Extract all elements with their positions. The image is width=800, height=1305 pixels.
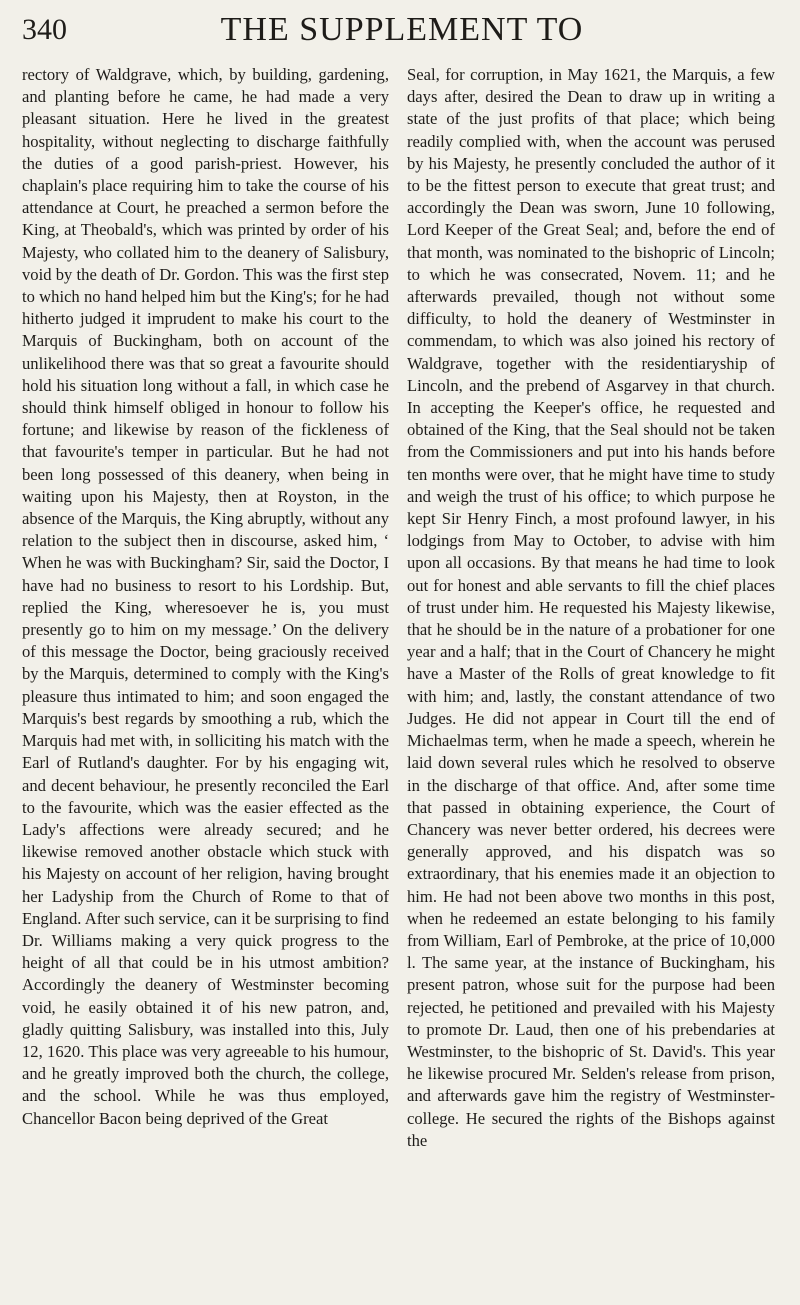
running-title: THE SUPPLEMENT TO: [220, 11, 584, 48]
page-number: 340: [22, 13, 67, 46]
left-column-text: rectory of Waldgrave, which, by building, gardening, and planting before he came, he had made a very pleasant situation. Here he lived in the greatest hospitality, without neglecting to discharge faithfully the duties of a good parish-priest. However, his chaplain's place requiring him to take the course of his attendance at Court, he preached a sermon before the King, at Theobald's, which was printed by order of his Majesty, who collated him to the deanery of Salisbury, void by the death of Dr. Gordon. This was the first step to which no hand helped him but the King's; for he had hitherto judged it imprudent to make his court to the Marquis of Buckingham, both on account of the unlikelihood there was that so great a favourite should hold his situation long without a fall, in which case he should think himself obliged in honour to follow his fortune; and likewise by reason of the fickleness of that favourite's temper in particular. But he had not been long possessed of this deanery, when being in waiting upon his Majesty, then at Royston, in the absence of the Marquis, the King abruptly, without any relation to the subject then in discourse, asked him, ‘ When he was with Buckingham? Sir, said the Doctor, I have had no business to resort to his Lordship. But, replied the King, wheresoever he is, you must presently go to him on my message.’ On the delivery of this message the Doctor, being graciously received by the Marquis, determined to comply with the King's pleasure thus intimated to him; and soon engaged the Marquis's best regards by smoothing a rub, which the Marquis had met with, in solliciting his match with the Earl of Rutland's daughter. For by his engaging wit, and decent behaviour, he presently reconciled the Earl to the favourite, which was the easier effected as the Lady's affections were already secured; and he likewise removed another obstacle which stuck with his Majesty on account of her religion, having brought her Ladyship from the Church of Rome to that of England. After such service, can it be surprising to find Dr. Williams making a very quick progress to the height of all that could be in his utmost ambition? Accordingly the deanery of Westminster becoming void, he easily obtained it of his new patron, and, gladly quitting Salisbury, was installed into this, July 12, 1620. This place was very agreeable to his humour, and he greatly improved both the church, the college, and the school. While he was thus employed, Chancellor Bacon being deprived of the Great: [22, 65, 389, 1128]
page-header: [22, 8, 782, 56]
text-column-right: [407, 64, 775, 1300]
right-column-text: Seal, for corruption, in May 1621, the Marquis, a few days after, desired the Dean to draw up in writing a state of the just profits of that place; which being readily complied with, when the account was perused by his Majesty, he presently concluded the author of it to be the fittest person to execute that great trust; and accordingly the Dean was sworn, June 10 following, Lord Keeper of the Great Seal; and, before the end of that month, was nominated to the bishopric of Lincoln; to which he was consecrated, Novem. 11; and he afterwards prevailed, though not without some difficulty, to hold the deanery of Westminster in commendam, to which was also joined his rectory of Waldgrave, together with the residentiaryship of Lincoln, and the prebend of Asgarvey in that church. In accepting the Keeper's office, he requested and obtained of the King, that the Seal should not be taken from the Commissioners and put into his hands before ten months were over, that he might have time to study and weigh the trust of his office; to which purpose he kept Sir Henry Finch, a most profound lawyer, in his lodgings from May to October, to advise with him upon all occasions. By that means he had time to look out for honest and able servants to fill the chief places of trust under him. He requested his Majesty likewise, that he should be in the nature of a probationer for one year and a half; that in the Court of Chancery he might have a Master of the Rolls of great knowledge to fit with him; and, lastly, the constant attendance of two Judges. He did not appear in Court till the end of Michaelmas term, when he made a speech, wherein he laid down several rules which he resolved to observe in the discharge of that office. And, after some time that passed in obtaining experience, the Court of Chancery was never better ordered, his decrees were generally approved, and his dispatch was so extraordinary, that his enemies made it an objection to him. He had not been above two months in this post, when he redeemed an estate belonging to his family from William, Earl of Pembroke, at the price of 10,000 l. The same year, at the instance of Buckingham, his present patron, whose suit for the purpose had been rejected, he petitioned and prevailed with his Majesty to promote Dr. Laud, then one of his prebendaries at Westminster, to the bishopric of St. David's. This year he likewise procured Mr. Selden's release from prison, and afterwards gave him the registry of Westminster-college. He secured the rights of the Bishops against the: [407, 65, 775, 1150]
text-column-left: [22, 64, 389, 1300]
